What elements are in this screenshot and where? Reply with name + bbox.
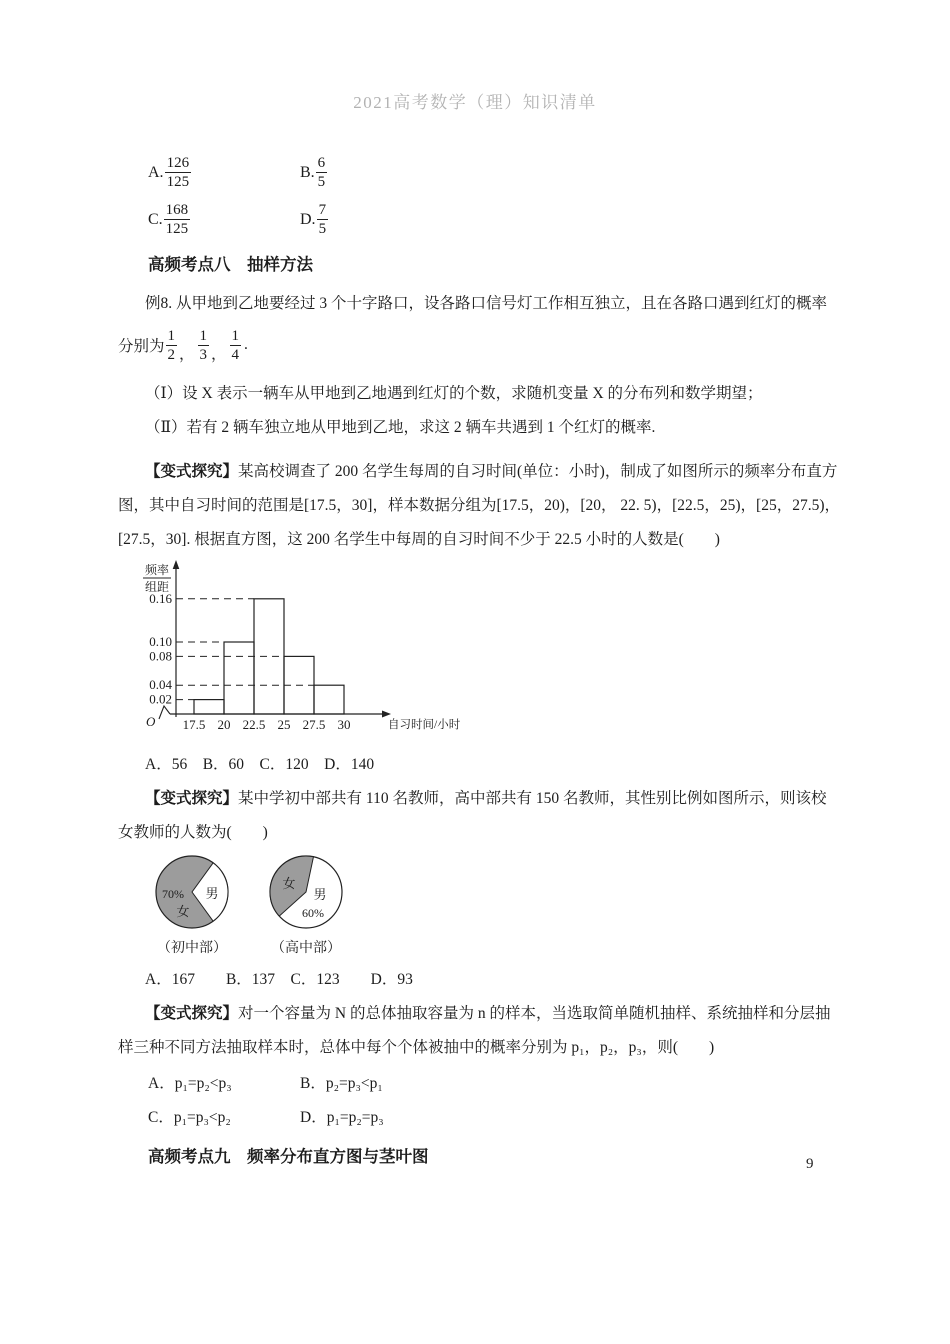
option-c-fraction [164, 201, 191, 238]
option-d [300, 201, 452, 238]
fraction-denominator: 125 [165, 221, 189, 237]
svg-text:组距: 组距 [144, 580, 170, 594]
fraction-separator: ， [179, 346, 195, 363]
explore3-options [118, 1067, 832, 1135]
example8-part2: （Ⅱ）若有 2 辆车独立地从甲地到乙地，求这 2 辆车共遇到 1 个红灯的概率. [145, 419, 656, 436]
svg-text:0.04: 0.04 [149, 677, 172, 693]
paragraph-line [118, 455, 838, 489]
explore-tag: 【变式探究】 [145, 790, 239, 807]
svg-text:0.02: 0.02 [149, 691, 172, 707]
svg-text:0.16: 0.16 [149, 590, 172, 606]
fraction-numerator: 1 [231, 327, 240, 344]
fraction-numerator: 7 [318, 202, 327, 218]
histogram-canvas [138, 557, 478, 739]
fraction-numerator: 6 [317, 155, 326, 171]
pie-senior [256, 852, 356, 959]
svg-text:27.5: 27.5 [302, 717, 326, 732]
option-a-label: A. [148, 163, 164, 181]
explore3-paragraph [118, 997, 832, 1065]
page-header-title: 2021高考数学（理）知识清单 [353, 93, 597, 112]
fraction-numerator: 168 [165, 202, 189, 218]
svg-text:频率: 频率 [144, 563, 170, 577]
fraction-denominator: 5 [317, 174, 326, 190]
option-d-fraction [317, 201, 329, 238]
probability-prefix: 分别为 [118, 338, 165, 355]
options-row-cd [148, 1101, 832, 1135]
paragraph-text: 某高校调查了 200 名学生每周的自习时间(单位：小时)，制成了如图所示的频率分布直方 [238, 463, 838, 480]
fraction-denominator: 125 [166, 174, 190, 190]
svg-text:男: 男 [205, 886, 219, 901]
svg-text:自习时间/小时: 自习时间/小时 [388, 719, 461, 731]
explore1-options: A．56 B．60 C．120 D．140 [145, 756, 375, 773]
option-a [148, 154, 300, 191]
paragraph-line [118, 997, 832, 1031]
fraction-numerator: 126 [166, 155, 190, 171]
explore2-paragraph [118, 782, 832, 850]
svg-text:17.5: 17.5 [182, 717, 206, 732]
svg-text:30: 30 [337, 717, 351, 732]
explore2-options: A．167 B．137 C．123 D．93 [145, 971, 413, 988]
svg-text:女: 女 [282, 876, 296, 891]
option-b-label: B. [300, 163, 315, 181]
option-b: B．p₂=p₃<p₁ [300, 1075, 383, 1092]
fraction-separator: ， [211, 346, 227, 363]
fraction-denominator: 4 [231, 346, 240, 363]
paragraph-text: 对一个容量为 N 的总体抽取容量为 n 的样本，当选取简单随机抽样、系统抽样和分层抽 [238, 1005, 831, 1022]
explore1-paragraph [118, 455, 840, 557]
gender-pie-charts [142, 852, 832, 959]
frequency-histogram [138, 557, 832, 744]
option-b [300, 154, 452, 191]
fraction-denominator: 5 [318, 221, 327, 237]
svg-text:0.08: 0.08 [149, 648, 172, 664]
explore-tag: 【变式探究】 [145, 463, 239, 480]
svg-text:70%: 70% [162, 887, 184, 901]
svg-text:22.5: 22.5 [242, 717, 266, 732]
svg-text:女: 女 [176, 904, 190, 919]
probability-fraction-3 [230, 327, 242, 364]
sentence-period: . [244, 336, 248, 353]
pie-senior-canvas [256, 852, 356, 934]
options-row-ab [148, 149, 832, 196]
option-c: C．p₁=p₃<p₂ [148, 1109, 231, 1126]
section-heading-eight: 高频考点八 抽样方法 [148, 256, 313, 274]
paragraph-line [118, 782, 832, 816]
option-a-fraction [165, 154, 192, 191]
svg-text:0.10: 0.10 [149, 634, 172, 649]
pie-junior-canvas [142, 852, 242, 934]
svg-text:O: O [146, 714, 156, 729]
option-c [148, 201, 300, 238]
option-d-label: D. [300, 210, 316, 228]
explore-tag: 【变式探究】 [145, 1005, 239, 1022]
example8-probabilities [118, 321, 832, 369]
svg-text:25: 25 [277, 717, 291, 732]
probability-fraction-2 [198, 327, 210, 364]
fraction-denominator: 2 [167, 346, 176, 363]
svg-text:60%: 60% [302, 906, 324, 920]
previous-question-options [118, 149, 832, 243]
option-b-fraction [316, 154, 328, 191]
example8-intro: 例8. 从甲地到乙地要经过 3 个十字路口，设各路口信号灯工作相互独立，且在各路口遇到红灯的概率 [145, 295, 828, 312]
probability-fraction-1 [166, 327, 178, 364]
option-d: D．p₁=p₂=p₃ [300, 1109, 384, 1126]
fraction-numerator: 1 [199, 327, 208, 344]
svg-text:男: 男 [313, 887, 327, 902]
svg-text:20: 20 [217, 717, 231, 732]
fraction-denominator: 3 [199, 346, 208, 363]
paragraph-line: [27.5，30]. 根据直方图，这 200 名学生中每周的自习时间不少于 22.5 小时的人数是( ) [118, 531, 720, 548]
pie-junior [142, 852, 242, 959]
page-number: 9 [806, 1156, 814, 1172]
section-heading-nine: 高频考点九 频率分布直方图与茎叶图 [148, 1148, 429, 1166]
pie-senior-caption: （高中部） [271, 941, 341, 956]
fraction-numerator: 1 [167, 327, 176, 344]
options-row-ab [148, 1067, 832, 1101]
pie-junior-caption: （初中部） [157, 941, 227, 956]
paragraph-line: 样三种不同方法抽取样本时，总体中每个个体被抽中的概率分别为 p₁，p₂，p₃，则( ) [118, 1039, 715, 1056]
option-a: A．p₁=p₂<p₃ [148, 1075, 232, 1092]
paragraph-line: 图，其中自习时间的范围是[17.5，30]，样本数据分组为[17.5，20)，[20， 22. 5)，[22.5，25)，[25，27.5)， [118, 497, 840, 514]
example8-part1: （Ⅰ）设 X 表示一辆车从甲地到乙地遇到红灯的个数，求随机变量 X 的分布列和数学期望； [145, 385, 763, 402]
paragraph-text: 某中学初中部共有 110 名教师，高中部共有 150 名教师，其性别比例如图所示，则该校 [238, 790, 827, 807]
options-row-cd [148, 196, 832, 243]
paragraph-line: 女教师的人数为( ) [118, 824, 268, 841]
option-c-label: C. [148, 210, 163, 228]
